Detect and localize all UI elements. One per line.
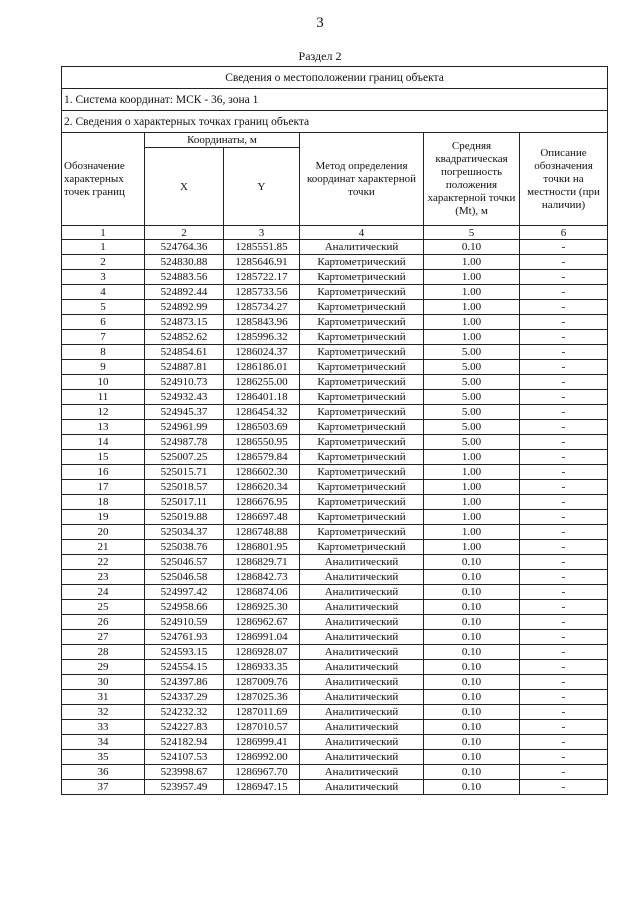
cell-error-value: 5.00 [424,345,520,360]
cell-description: - [520,675,608,690]
cell-method: Аналитический [300,555,424,570]
cell-coord-x: 524987.78 [145,435,224,450]
cell-error-value: 0.10 [424,690,520,705]
cell-coord-x: 525038.76 [145,540,224,555]
cell-description: - [520,255,608,270]
cell-point-number: 31 [62,690,145,705]
cell-method: Картометрический [300,360,424,375]
cell-description: - [520,375,608,390]
cell-coord-x: 524593.15 [145,645,224,660]
cell-method: Аналитический [300,735,424,750]
cell-point-number: 7 [62,330,145,345]
cell-description: - [520,345,608,360]
cell-coord-y: 1286991.04 [224,630,300,645]
cell-error-value: 0.10 [424,705,520,720]
cell-coord-y: 1286874.06 [224,585,300,600]
cell-coord-y: 1286842.73 [224,570,300,585]
cell-method: Аналитический [300,690,424,705]
table-row [62,420,608,435]
coord-system: 1. Система координат: МСК - 36, зона 1 [62,89,608,111]
cell-coord-y: 1286579.84 [224,450,300,465]
cell-error-value: 0.10 [424,600,520,615]
table-row [62,600,608,615]
cell-method: Аналитический [300,765,424,780]
cell-description: - [520,495,608,510]
cell-point-number: 35 [62,750,145,765]
table-row [62,315,608,330]
cell-method: Картометрический [300,345,424,360]
cell-coord-x: 524945.37 [145,405,224,420]
cell-point-number: 27 [62,630,145,645]
table-row [62,390,608,405]
cell-coord-x: 524932.43 [145,390,224,405]
cell-point-number: 15 [62,450,145,465]
header-method: Метод определения координат характерной точки [300,133,424,226]
cell-method: Аналитический [300,780,424,795]
table-row [62,345,608,360]
cell-error-value: 1.00 [424,510,520,525]
cell-method: Аналитический [300,240,424,255]
cell-description: - [520,750,608,765]
cell-point-number: 14 [62,435,145,450]
table-row [62,735,608,750]
cell-error-value: 5.00 [424,360,520,375]
cell-coord-x: 524764.36 [145,240,224,255]
cell-error-value: 5.00 [424,390,520,405]
header-y: Y [224,148,300,226]
cell-point-number: 8 [62,345,145,360]
cell-coord-y: 1287009.76 [224,675,300,690]
table-row [62,300,608,315]
column-index-cell: 5 [424,226,520,240]
cell-description: - [520,240,608,255]
cell-method: Аналитический [300,750,424,765]
cell-method: Аналитический [300,570,424,585]
cell-coord-y: 1285843.96 [224,315,300,330]
cell-coord-y: 1286503.69 [224,420,300,435]
cell-method: Аналитический [300,600,424,615]
cell-coord-x: 525018.57 [145,480,224,495]
cell-error-value: 5.00 [424,375,520,390]
cell-coord-x: 525007.25 [145,450,224,465]
cell-coord-x: 524910.59 [145,615,224,630]
cell-description: - [520,390,608,405]
cell-error-value: 0.10 [424,645,520,660]
table-row [62,525,608,540]
header-coordinates: Координаты, м [145,133,300,148]
column-index-cell: 6 [520,226,608,240]
cell-point-number: 18 [62,495,145,510]
cell-error-value: 1.00 [424,330,520,345]
cell-method: Картометрический [300,255,424,270]
table-row [62,615,608,630]
column-index-cell: 3 [224,226,300,240]
cell-method: Картометрический [300,375,424,390]
cell-coord-y: 1285646.91 [224,255,300,270]
cell-coord-y: 1286933.35 [224,660,300,675]
table-row [62,660,608,675]
cell-coord-x: 525034.37 [145,525,224,540]
cell-error-value: 0.10 [424,780,520,795]
cell-point-number: 23 [62,570,145,585]
cell-point-number: 2 [62,255,145,270]
cell-description: - [520,720,608,735]
table-row [62,705,608,720]
cell-description: - [520,705,608,720]
cell-coord-y: 1285551.85 [224,240,300,255]
table-row [62,720,608,735]
cell-description: - [520,660,608,675]
cell-coord-y: 1286602.30 [224,465,300,480]
cell-method: Картометрический [300,300,424,315]
cell-coord-x: 525019.88 [145,510,224,525]
cell-method: Аналитический [300,615,424,630]
cell-coord-y: 1286829.71 [224,555,300,570]
cell-error-value: 0.10 [424,735,520,750]
cell-method: Картометрический [300,285,424,300]
cell-description: - [520,600,608,615]
cell-error-value: 1.00 [424,315,520,330]
table-row [62,765,608,780]
column-index-cell: 2 [145,226,224,240]
cell-point-number: 11 [62,390,145,405]
table-body [62,240,608,795]
cell-error-value: 1.00 [424,255,520,270]
cell-coord-x: 524892.44 [145,285,224,300]
cell-error-value: 0.10 [424,555,520,570]
cell-point-number: 9 [62,360,145,375]
cell-description: - [520,300,608,315]
cell-point-number: 34 [62,735,145,750]
cell-coord-y: 1286024.37 [224,345,300,360]
cell-point-number: 3 [62,270,145,285]
boundary-points-table [61,66,608,795]
cell-point-number: 28 [62,645,145,660]
table-row [62,585,608,600]
cell-method: Аналитический [300,645,424,660]
table-row [62,270,608,285]
cell-point-number: 22 [62,555,145,570]
cell-description: - [520,330,608,345]
cell-description: - [520,690,608,705]
cell-error-value: 1.00 [424,450,520,465]
cell-point-number: 17 [62,480,145,495]
cell-description: - [520,525,608,540]
cell-method: Аналитический [300,630,424,645]
cell-point-number: 1 [62,240,145,255]
cell-coord-x: 524887.81 [145,360,224,375]
cell-error-value: 1.00 [424,270,520,285]
cell-point-number: 10 [62,375,145,390]
cell-coord-y: 1286186.01 [224,360,300,375]
cell-method: Картометрический [300,330,424,345]
cell-coord-x: 524910.73 [145,375,224,390]
cell-description: - [520,450,608,465]
cell-method: Аналитический [300,660,424,675]
cell-coord-y: 1286967.70 [224,765,300,780]
cell-description: - [520,780,608,795]
cell-description: - [520,420,608,435]
table-row [62,645,608,660]
cell-coord-y: 1286620.34 [224,480,300,495]
cell-coord-x: 524852.62 [145,330,224,345]
cell-coord-y: 1287011.69 [224,705,300,720]
table-row [62,630,608,645]
cell-coord-x: 523957.49 [145,780,224,795]
cell-coord-y: 1285734.27 [224,300,300,315]
cell-coord-y: 1285722.17 [224,270,300,285]
cell-method: Картометрический [300,480,424,495]
cell-point-number: 12 [62,405,145,420]
table-row [62,285,608,300]
cell-method: Аналитический [300,720,424,735]
cell-point-number: 6 [62,315,145,330]
cell-coord-x: 524892.99 [145,300,224,315]
table-row [62,480,608,495]
cell-coord-x: 525017.11 [145,495,224,510]
cell-error-value: 1.00 [424,525,520,540]
cell-description: - [520,285,608,300]
cell-point-number: 33 [62,720,145,735]
table-row [62,495,608,510]
section-label: Раздел 2 [298,49,342,63]
cell-coord-x: 523998.67 [145,765,224,780]
cell-error-value: 1.00 [424,300,520,315]
cell-method: Картометрический [300,315,424,330]
cell-error-value: 1.00 [424,285,520,300]
cell-coord-y: 1286925.30 [224,600,300,615]
cell-method: Аналитический [300,705,424,720]
cell-coord-x: 524232.32 [145,705,224,720]
cell-method: Картометрический [300,405,424,420]
cell-error-value: 5.00 [424,405,520,420]
cell-point-number: 13 [62,420,145,435]
cell-coord-y: 1287025.36 [224,690,300,705]
cell-coord-x: 524227.83 [145,720,224,735]
cell-method: Картометрический [300,465,424,480]
cell-description: - [520,615,608,630]
cell-error-value: 0.10 [424,750,520,765]
cell-coord-x: 524761.93 [145,630,224,645]
cell-coord-x: 524883.56 [145,270,224,285]
cell-point-number: 4 [62,285,145,300]
cell-coord-x: 524182.94 [145,735,224,750]
cell-error-value: 1.00 [424,480,520,495]
header-x: X [145,148,224,226]
cell-point-number: 20 [62,525,145,540]
cell-point-number: 37 [62,780,145,795]
table-row [62,540,608,555]
cell-description: - [520,555,608,570]
cell-coord-y: 1286999.41 [224,735,300,750]
cell-coord-y: 1286962.67 [224,615,300,630]
cell-description: - [520,735,608,750]
cell-description: - [520,465,608,480]
cell-error-value: 1.00 [424,465,520,480]
cell-method: Картометрический [300,450,424,465]
cell-point-number: 5 [62,300,145,315]
cell-coord-y: 1287010.57 [224,720,300,735]
cell-error-value: 0.10 [424,585,520,600]
cell-point-number: 29 [62,660,145,675]
cell-coord-x: 524337.29 [145,690,224,705]
table-row [62,435,608,450]
cell-coord-y: 1286992.00 [224,750,300,765]
cell-method: Картометрический [300,495,424,510]
cell-error-value: 0.10 [424,240,520,255]
table-row [62,405,608,420]
cell-point-number: 25 [62,600,145,615]
cell-point-number: 26 [62,615,145,630]
cell-error-value: 1.00 [424,495,520,510]
cell-error-value: 0.10 [424,660,520,675]
column-index-cell: 1 [62,226,145,240]
table-row [62,675,608,690]
cell-coord-y: 1286401.18 [224,390,300,405]
cell-method: Картометрический [300,390,424,405]
cell-description: - [520,540,608,555]
cell-error-value: 5.00 [424,435,520,450]
header-error: Средняя квадратическая погрешность положения характерной точки (Mt), м [424,133,520,226]
cell-point-number: 19 [62,510,145,525]
table-row [62,330,608,345]
cell-error-value: 0.10 [424,630,520,645]
table-row [62,750,608,765]
table-title: Сведения о местоположении границ объекта [62,67,608,89]
table-row [62,375,608,390]
table-row [62,240,608,255]
cell-coord-y: 1286676.95 [224,495,300,510]
table-row [62,255,608,270]
cell-error-value: 0.10 [424,615,520,630]
page-number: 3 [316,15,324,31]
cell-description: - [520,765,608,780]
cell-method: Картометрический [300,525,424,540]
cell-coord-x: 524961.99 [145,420,224,435]
column-index-row [62,226,608,240]
cell-description: - [520,630,608,645]
column-index-cell: 4 [300,226,424,240]
cell-point-number: 24 [62,585,145,600]
cell-error-value: 5.00 [424,420,520,435]
cell-method: Картометрический [300,510,424,525]
cell-coord-x: 524854.61 [145,345,224,360]
cell-method: Картометрический [300,270,424,285]
cell-description: - [520,570,608,585]
cell-description: - [520,480,608,495]
cell-coord-x: 524107.53 [145,750,224,765]
cell-coord-y: 1285996.32 [224,330,300,345]
cell-description: - [520,585,608,600]
cell-point-number: 32 [62,705,145,720]
cell-coord-y: 1286928.07 [224,645,300,660]
cell-description: - [520,270,608,285]
table-row [62,780,608,795]
cell-coord-x: 524997.42 [145,585,224,600]
cell-method: Аналитический [300,585,424,600]
table-row [62,465,608,480]
points-heading: 2. Сведения о характерных точках границ объекта [62,111,608,133]
cell-coord-y: 1286748.88 [224,525,300,540]
header-description: Описание обозначения точки на местности (при наличии) [520,133,608,226]
table-row [62,570,608,585]
cell-error-value: 0.10 [424,570,520,585]
cell-coord-x: 524397.86 [145,675,224,690]
table-row [62,360,608,375]
cell-coord-x: 525046.58 [145,570,224,585]
cell-coord-y: 1286454.32 [224,405,300,420]
table-row [62,450,608,465]
cell-coord-y: 1285733.56 [224,285,300,300]
cell-coord-x: 524554.15 [145,660,224,675]
cell-coord-x: 525015.71 [145,465,224,480]
cell-point-number: 21 [62,540,145,555]
cell-method: Аналитический [300,675,424,690]
cell-coord-y: 1286947.15 [224,780,300,795]
cell-point-number: 36 [62,765,145,780]
cell-description: - [520,315,608,330]
cell-coord-x: 524830.88 [145,255,224,270]
cell-description: - [520,510,608,525]
header-designation: Обозначение характерных точек границ [62,133,145,226]
cell-coord-x: 524958.66 [145,600,224,615]
cell-description: - [520,405,608,420]
cell-coord-x: 525046.57 [145,555,224,570]
cell-method: Картометрический [300,420,424,435]
cell-error-value: 0.10 [424,765,520,780]
cell-error-value: 1.00 [424,540,520,555]
cell-method: Картометрический [300,435,424,450]
cell-method: Картометрический [300,540,424,555]
cell-point-number: 30 [62,675,145,690]
cell-coord-y: 1286697.48 [224,510,300,525]
table-row [62,510,608,525]
cell-description: - [520,645,608,660]
cell-description: - [520,435,608,450]
cell-description: - [520,360,608,375]
cell-coord-x: 524873.15 [145,315,224,330]
table-row [62,690,608,705]
cell-error-value: 0.10 [424,720,520,735]
cell-coord-y: 1286801.95 [224,540,300,555]
cell-point-number: 16 [62,465,145,480]
cell-coord-y: 1286255.00 [224,375,300,390]
cell-coord-y: 1286550.95 [224,435,300,450]
table-row [62,555,608,570]
cell-error-value: 0.10 [424,675,520,690]
